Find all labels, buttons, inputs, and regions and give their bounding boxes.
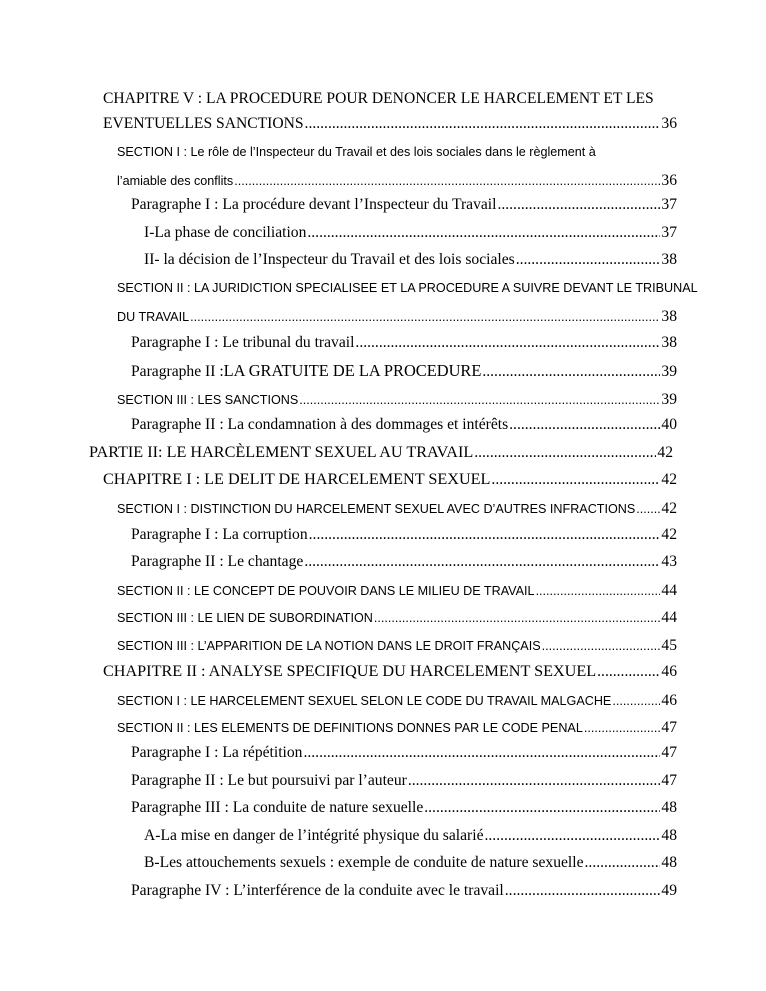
item-label: I-	[144, 224, 155, 241]
page-number: 49	[661, 882, 677, 899]
toc-entry-chapitre-ii[interactable]	[103, 662, 677, 681]
toc-entry-text: Paragraphe III : La conduite de nature sexuelle	[131, 799, 424, 816]
dot-leader	[485, 827, 661, 845]
toc-entry-item-b[interactable]	[144, 854, 677, 872]
page-number: 37	[661, 196, 677, 213]
page-number: 39	[661, 363, 677, 380]
toc-entry-text: SECTION II : LES ELEMENTS DE DEFINITIONS DONNES PAR LE CODE PENAL	[117, 721, 583, 735]
page-number: 42	[661, 526, 677, 543]
toc-entry-paragraphe-ii-condamnation[interactable]	[131, 416, 677, 434]
toc-entry-section-ii-juridiction-line1[interactable]	[117, 281, 698, 295]
toc-entry-item-i-conciliation[interactable]	[144, 224, 677, 242]
toc-entry-text: La phase de conciliation	[154, 224, 307, 241]
page-number: 37	[661, 224, 677, 241]
dot-leader	[309, 526, 661, 544]
toc-entry-text: SECTION III : LE LIEN DE SUBORDINATION	[117, 611, 373, 625]
page-number: 46	[661, 663, 677, 680]
page-number: 38	[661, 308, 677, 325]
dot-leader	[505, 882, 661, 900]
dot-leader	[190, 310, 660, 324]
toc-entry-section-iii-sanctions[interactable]	[117, 391, 677, 409]
toc-entry-text: SECTION II : LA JURIDICTION SPECIALISEE ET LA PROCEDURE A SUIVRE DEVANT LE TRIBUNAL	[117, 281, 698, 295]
dot-leader	[542, 639, 661, 653]
dot-leader	[304, 553, 660, 571]
toc-entry-text: La mise en danger de l’intégrité physique du salarié	[160, 827, 484, 844]
toc-entry-chapitre-v[interactable]	[103, 115, 677, 133]
toc-entry-text: l’amiable des conflits	[117, 174, 234, 188]
toc-entry-text: LA GRATUITE DE LA PROCEDURE	[223, 361, 482, 380]
page-number: 44	[661, 609, 677, 626]
page-number: 36	[661, 172, 677, 189]
item-label: B-	[144, 854, 160, 871]
toc-entry-section-iii-apparition[interactable]	[117, 637, 677, 655]
dot-leader	[408, 772, 661, 790]
dot-leader	[536, 584, 661, 598]
page-number: 42	[661, 500, 677, 517]
toc-entry-text: Les attouchements sexuels : exemple de conduite de nature sexuelle	[159, 854, 584, 871]
toc-entry-chapitre-v-line1[interactable]	[103, 90, 654, 108]
page-number: 47	[661, 772, 677, 789]
page-number: 45	[661, 637, 677, 654]
toc-entry-text: Paragraphe I : La corruption	[131, 526, 308, 543]
toc-entry-item-ii-decision[interactable]	[144, 251, 677, 269]
page-number: 48	[661, 827, 677, 844]
dot-leader	[299, 393, 660, 407]
toc-entry-text: CHAPITRE V : LA PROCEDURE POUR DENONCER LE HARCELEMENT ET LES	[103, 90, 654, 107]
toc-entry-text: Paragraphe IV : L’interférence de la conduite avec le travail	[131, 882, 504, 899]
page-number: 44	[661, 582, 677, 599]
toc-entry-text: SECTION III : LES SANCTIONS	[117, 393, 299, 407]
dot-leader	[585, 854, 661, 872]
dot-leader	[497, 196, 660, 214]
toc-entry-paragraphe-i-corruption[interactable]	[131, 526, 677, 544]
page-number: 43	[661, 553, 677, 570]
page-number: 46	[661, 692, 677, 709]
toc-entry-section-ii-juridiction[interactable]	[117, 308, 677, 326]
page-number: 36	[661, 115, 677, 132]
toc-entry-section-i-role-line1[interactable]	[117, 145, 596, 159]
toc-entry-section-i-role[interactable]	[117, 172, 677, 190]
toc-entry-text: SECTION II : LE CONCEPT DE POUVOIR DANS LE MILIEU DE TRAVAIL	[117, 584, 535, 598]
dot-leader	[234, 174, 660, 188]
dot-leader	[355, 334, 660, 352]
page-number: 38	[661, 251, 677, 268]
dot-leader	[305, 115, 661, 133]
toc-entry-partie-ii[interactable]	[89, 443, 673, 462]
item-label: A-	[144, 827, 161, 844]
toc-entry-section-i-distinction[interactable]	[117, 500, 677, 518]
dot-leader	[307, 224, 660, 242]
toc-entry-text: SECTION I : DISTINCTION DU HARCELEMENT SEXUEL AVEC D’AUTRES INFRACTIONS	[117, 502, 636, 516]
page-number: 47	[661, 744, 677, 761]
page-number: 47	[661, 719, 677, 736]
toc-entry-text: Paragraphe I : Le tribunal du travail	[131, 334, 355, 351]
toc-entry-section-iii-lien[interactable]	[117, 609, 677, 627]
toc-entry-text: EVENTUELLES SANCTIONS	[103, 115, 304, 132]
page-number: 48	[661, 799, 677, 816]
page-number: 38	[661, 334, 677, 351]
toc-entry-text: SECTION I : LE HARCELEMENT SEXUEL SELON LE CODE DU TRAVAIL MALGACHE	[117, 694, 612, 708]
dot-leader	[491, 471, 660, 489]
toc-entry-text: CHAPITRE I : LE DELIT DE HARCELEMENT SEXUEL	[103, 470, 491, 488]
toc-entry-paragraphe-ii-but[interactable]	[131, 772, 677, 790]
dot-leader	[509, 416, 660, 434]
toc-entry-section-ii-elements[interactable]	[117, 719, 677, 737]
toc-entry-text: Paragraphe I : La répétition	[131, 744, 303, 761]
toc-entry-paragraphe-i-procedure[interactable]	[131, 196, 677, 214]
page-number: 48	[661, 854, 677, 871]
dot-leader	[474, 444, 656, 462]
dot-leader	[516, 251, 661, 269]
toc-entry-text: Paragraphe II : La condamnation à des dommages et intérêts	[131, 416, 509, 433]
toc-entry-text: SECTION I : Le rôle de l’Inspecteur du Travail et des lois sociales dans le règlement à	[117, 145, 596, 159]
toc-entry-paragraphe-iii-conduite[interactable]	[131, 799, 677, 817]
dot-leader	[303, 744, 660, 762]
toc-entry-text: CHAPITRE II : ANALYSE SPECIFIQUE DU HARCELEMENT SEXUEL	[103, 662, 597, 680]
toc-entry-text: II- la décision de l’Inspecteur du Travail et des lois sociales	[144, 251, 515, 268]
toc-entry-item-a[interactable]	[144, 827, 677, 845]
dot-leader	[612, 694, 660, 708]
dot-leader	[597, 663, 660, 681]
toc-entry-paragraphe-i-repetition[interactable]	[131, 744, 677, 762]
toc-entry-section-ii-concept[interactable]	[117, 582, 677, 600]
toc-entry-prefix: Paragraphe II :	[131, 363, 224, 380]
page-number: 39	[661, 391, 677, 408]
toc-entry-text: Paragraphe II : Le but poursuivi par l’auteur	[131, 772, 407, 789]
toc-entry-text: SECTION III : L’APPARITION DE LA NOTION DANS LE DROIT FRANÇAIS	[117, 639, 541, 653]
toc-entry-paragraphe-ii-gratuite[interactable]	[131, 361, 677, 381]
toc-entry-text: DU TRAVAIL	[117, 310, 190, 324]
toc-entry-paragraphe-i-tribunal[interactable]	[131, 334, 677, 352]
toc-entry-section-i-code-travail[interactable]	[117, 692, 677, 710]
toc-entry-text: Paragraphe I : La procédure devant l’Inspecteur du Travail	[131, 196, 497, 213]
dot-leader	[374, 611, 661, 625]
dot-leader	[636, 502, 660, 516]
toc-entry-paragraphe-ii-chantage[interactable]	[131, 553, 677, 571]
dot-leader	[424, 799, 660, 817]
toc-entry-paragraphe-iv-interference[interactable]	[131, 882, 677, 900]
page-number: 40	[661, 416, 677, 433]
toc-entry-text: PARTIE II: LE HARCÈLEMENT SEXUEL AU TRAVAIL	[89, 443, 474, 461]
dot-leader	[482, 363, 660, 381]
page-number: 42	[661, 471, 677, 488]
page-number: 42	[657, 444, 673, 461]
toc-entry-text: Paragraphe II : Le chantage	[131, 553, 304, 570]
toc-entry-chapitre-i[interactable]	[103, 470, 677, 489]
dot-leader	[584, 721, 661, 735]
